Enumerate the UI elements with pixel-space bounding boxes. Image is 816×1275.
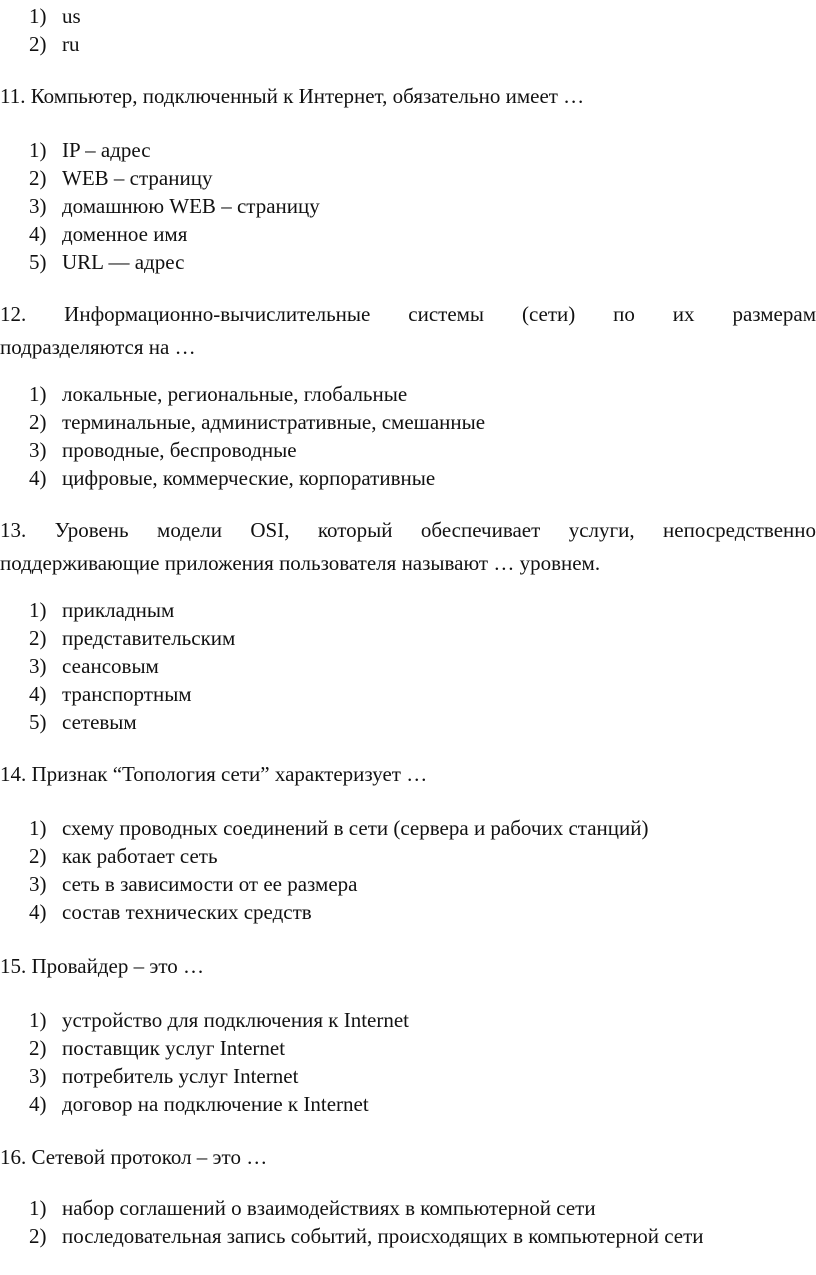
list-item	[0, 1006, 816, 1034]
list-item	[0, 1034, 816, 1062]
option-number: 2)	[29, 410, 47, 434]
option-number: 3)	[29, 654, 47, 678]
question-text: 15. Провайдер – это …	[0, 954, 205, 978]
list-item	[0, 870, 816, 898]
list-item	[0, 136, 816, 164]
list-item	[0, 842, 816, 870]
list-item	[0, 248, 816, 276]
list-item	[0, 814, 816, 842]
option-text: прикладным	[62, 598, 175, 622]
option-number: 5)	[29, 250, 47, 274]
option-number: 3)	[29, 438, 47, 462]
option-text: URL –– адрес	[62, 250, 185, 274]
option-text: us	[62, 4, 81, 28]
list-item	[0, 30, 816, 58]
option-number: 4)	[29, 466, 47, 490]
list-item	[0, 464, 816, 492]
option-list-q14	[0, 814, 816, 926]
list-item	[0, 1062, 816, 1090]
question-text: 14. Признак “Топология сети” характеризует …	[0, 762, 428, 786]
option-text: схему проводных соединений в сети (сервера и рабочих станций)	[62, 816, 649, 840]
option-number: 1)	[29, 138, 47, 162]
option-number: 1)	[29, 1008, 47, 1032]
option-number: 2)	[29, 844, 47, 868]
question-text: 12. Информационно-вычислительные системы (сети) по их размерам	[0, 302, 816, 326]
list-item	[0, 380, 816, 408]
question-text: 16. Сетевой протокол – это …	[0, 1145, 268, 1169]
option-text: локальные, региональные, глобальные	[62, 382, 408, 406]
option-text: WEB – страницу	[62, 166, 213, 190]
list-item	[0, 898, 816, 926]
list-item	[0, 596, 816, 624]
question-13	[0, 516, 816, 582]
option-number: 1)	[29, 816, 47, 840]
option-text: состав технических средств	[62, 900, 312, 924]
option-text: ru	[62, 32, 80, 56]
list-item	[0, 624, 816, 652]
option-text: набор соглашений о взаимодействиях в компьютерной сети	[62, 1196, 596, 1220]
option-list-q16	[0, 1194, 816, 1250]
option-text: потребитель услуг Internet	[62, 1064, 299, 1088]
list-item	[0, 164, 816, 192]
option-text: поставщик услуг Internet	[62, 1036, 286, 1060]
list-item	[0, 1194, 816, 1222]
list-item	[0, 2, 816, 30]
list-item	[0, 652, 816, 680]
option-text: сетевым	[62, 710, 137, 734]
option-list-q13	[0, 596, 816, 736]
option-text: проводные, беспроводные	[62, 438, 297, 462]
list-item	[0, 708, 816, 736]
question-text-continued: поддерживающие приложения пользователя называют … уровнем.	[0, 551, 601, 575]
option-text: представительским	[62, 626, 236, 650]
option-number: 2)	[29, 1036, 47, 1060]
option-text: транспортным	[62, 682, 192, 706]
option-list-q10	[0, 2, 816, 58]
question-text: 11. Компьютер, подключенный к Интернет, обязательно имеет …	[0, 84, 585, 108]
option-number: 1)	[29, 4, 47, 28]
option-text: IP – адрес	[62, 138, 151, 162]
question-14	[0, 760, 816, 793]
option-text: домашнюю WEB – страницу	[62, 194, 320, 218]
option-number: 2)	[29, 32, 47, 56]
option-text: терминальные, административные, смешанные	[62, 410, 486, 434]
option-number: 5)	[29, 710, 47, 734]
option-text: договор на подключение к Internet	[62, 1092, 369, 1116]
option-number: 4)	[29, 682, 47, 706]
option-text: как работает сеть	[62, 844, 218, 868]
question-text: 13. Уровень модели OSI, который обеспечивает услуги, непосредственно	[0, 518, 816, 542]
question-11	[0, 82, 816, 115]
option-number: 3)	[29, 872, 47, 896]
question-16	[0, 1143, 816, 1176]
list-item	[0, 1222, 816, 1250]
option-text: сеансовым	[62, 654, 159, 678]
option-number: 4)	[29, 1092, 47, 1116]
list-item	[0, 408, 816, 436]
list-item	[0, 1090, 816, 1118]
list-item	[0, 220, 816, 248]
option-text: сеть в зависимости от ее размера	[62, 872, 358, 896]
option-number: 1)	[29, 1196, 47, 1220]
option-number: 4)	[29, 222, 47, 246]
option-list-q15	[0, 1006, 816, 1118]
option-number: 4)	[29, 900, 47, 924]
list-item	[0, 680, 816, 708]
option-number: 3)	[29, 194, 47, 218]
option-number: 3)	[29, 1064, 47, 1088]
question-text-continued: подразделяются на …	[0, 335, 196, 359]
option-number: 1)	[29, 382, 47, 406]
option-text: последовательная запись событий, происходящих в компьютерной сети	[62, 1224, 704, 1248]
option-number: 2)	[29, 166, 47, 190]
question-15	[0, 952, 816, 985]
list-item	[0, 436, 816, 464]
question-12	[0, 300, 816, 366]
list-item	[0, 192, 816, 220]
option-number: 1)	[29, 598, 47, 622]
option-text: доменное имя	[62, 222, 188, 246]
option-list-q12	[0, 380, 816, 492]
option-number: 2)	[29, 626, 47, 650]
option-number: 2)	[29, 1224, 47, 1248]
option-text: цифровые, коммерческие, корпоративные	[62, 466, 436, 490]
option-text: устройство для подключения к Internet	[62, 1008, 409, 1032]
option-list-q11	[0, 136, 816, 276]
